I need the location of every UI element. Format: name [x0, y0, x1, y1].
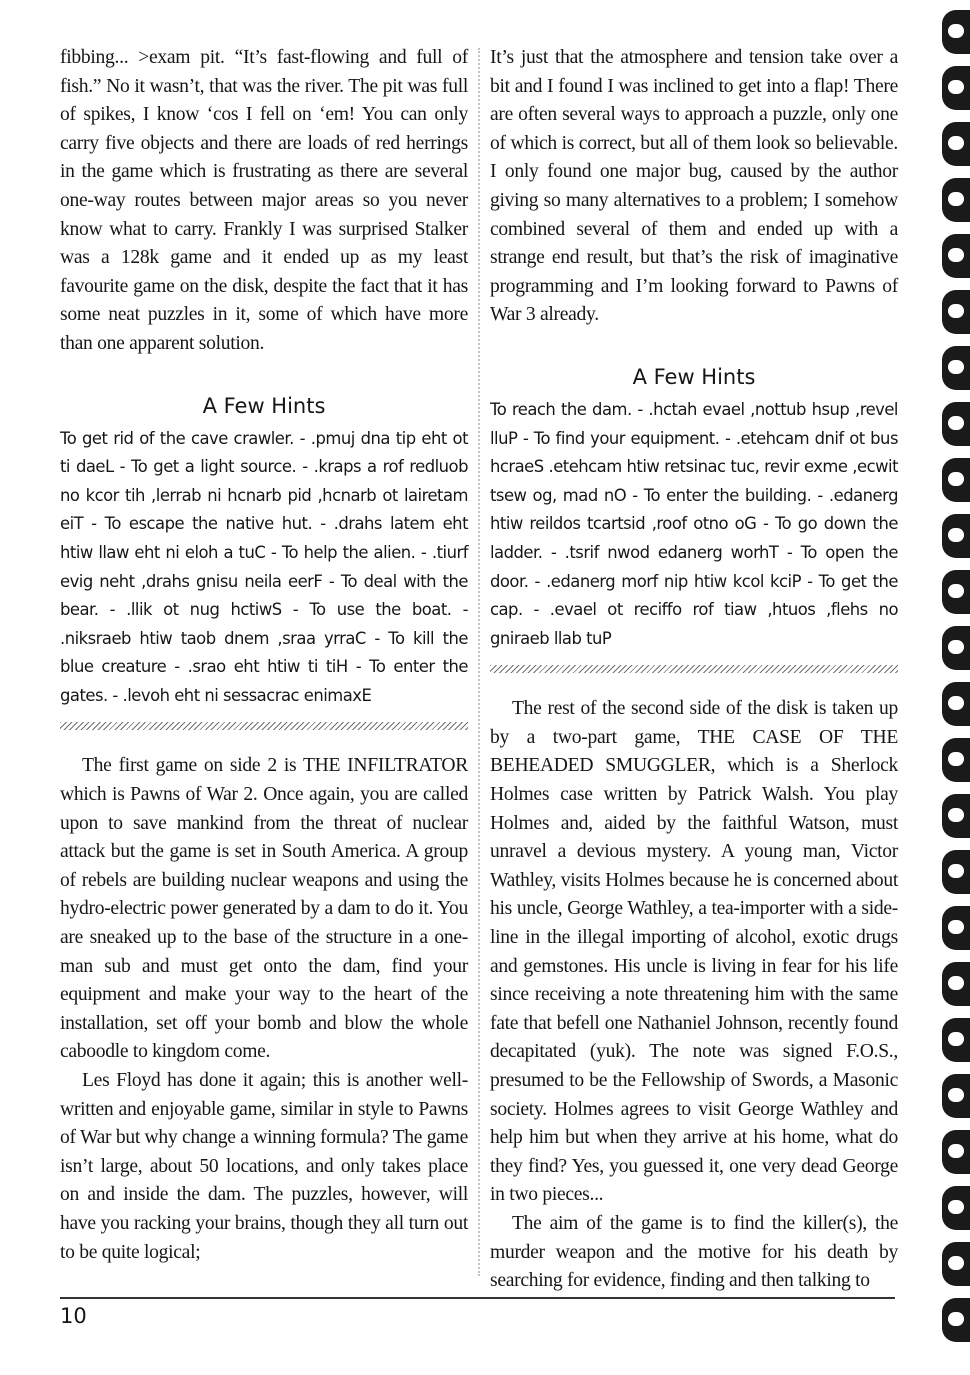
paragraph: The first game on side 2 is THE INFILTRATOR which is Pawns of War 2. Once again, you are called upon to save mankind from the threat of nuclear attack but the game is set in South America. A group of rebels are building nuclear weapons and using the hydro-electric power generated by a dam to do it. You are sneaked up to the base of the structure in a one-man sub and must get onto the dam, find your equipment and make your way to the heart of the installation, set off your bomb and blow the whole caboodle to kingdom come.	[60, 755, 468, 1063]
page-number: 10	[60, 1304, 87, 1328]
paragraph: fibbing... >exam pit. “It’s fast-flowing and full of fish.” No it wasn’t, that was the river. The pit was full of spikes, I know ‘cos I fell on ‘em! You can only carry five objects and there are loads of red herrings in the game which is frustrating as there are several one-way routes between major areas so you never know what to carry. Frankly I was surprised Stalker was a 128k game and it ended up as my least favourite game on the disk, despite the fact that it has some neat puzzles in it, some of which have more than one apparent solution.	[60, 47, 468, 354]
paragraph: It’s just that the atmosphere and tension take over a bit and I found I was inclined to get into a flap! There are often several ways to approach a puzzle, only one of which is correct, but all of them look so believable. I only found one major bug, caused by the author giving so many alternatives to a problem; I somehow combined several of them and ended up with a strange end result, but that’s the risk of imaginative programming and I’m looking forward to Pawns of War 3 already.	[490, 47, 898, 326]
binding-ring-icon	[942, 402, 970, 446]
binding-ring-icon	[942, 1186, 970, 1230]
left-column	[60, 44, 468, 1267]
binding-ring-icon	[942, 290, 970, 334]
paragraph: Les Floyd has done it again; this is another well-written and enjoyable game, similar in style to Pawns of War but why change a winning formula? The game isn’t large, about 50 locations, and only takes place on and inside the dam. The puzzles, however, will have you racking your brains, though they all turn out to be quite logical;	[60, 1070, 468, 1263]
wavy-divider	[490, 665, 898, 673]
binding-ring-icon	[942, 514, 970, 558]
binding-ring-icon	[942, 234, 970, 278]
binding-ring-icon	[942, 346, 970, 390]
binding-ring-icon	[942, 122, 970, 166]
binding-ring-icon	[942, 1130, 970, 1174]
binding-ring-icon	[942, 794, 970, 838]
binding-ring-icon	[942, 626, 970, 670]
binding-ring-icon	[942, 66, 970, 110]
binding-ring-icon	[942, 850, 970, 894]
binding-ring-icon	[942, 738, 970, 782]
hints-text: To reach the dam. - .hctah evael ,nottub hsup ,revel lluP - To find your equipment. - .etehcam dnif ot bus hcraeS .etehcam htiw retsinac tuc, revir exme ,ecwit tsew og, mad nO - To enter the building. - .edanerg htiw reildos tcartsid ,roof otno oG - To go down the ladder. - .tsrif nwod edanerg worhT - To open the door. - .edanerg morf nip htiw kcol kciP - To get the cap. - .evael ot reciffo rof tiaw ,htuos ,flehs no gniraeb llab tuP	[490, 399, 898, 648]
section-heading: A Few Hints	[632, 364, 756, 389]
binding-ring-icon	[942, 570, 970, 614]
binding-ring-icon	[942, 962, 970, 1006]
binding-ring-icon	[942, 178, 970, 222]
paragraph: The aim of the game is to find the killer(s), the murder weapon and the motive for his death by searching for evidence, finding and then talking to	[490, 1212, 898, 1292]
hints-text: To get rid of the cave crawler. - .pmuj dna tip eht ot ti daeL - To get a light source. - .kraps a rof redluob no kcor tih ,lerrab ni hcnarb pid ,hcnarb ot lairetam eiT - To escape the native hut. - .drahs latem eht htiw llaw eht ni eloh a tuC - To help the alien. - .tiurf evig neht ,drahs gnisu neila eerF - To deal with the bear. - .llik ot nug hctiwS - To use the boat. - .niksraeb htiw taob dnem ,sraa yrraC - To kill the blue creature - .srao eht htiw ti tiH - To enter the gates. - .levoh eht ni sessacrac enimaxE	[60, 428, 468, 705]
binding-ring-icon	[942, 1018, 970, 1062]
binding-ring-icon	[942, 906, 970, 950]
paragraph: The rest of the second side of the disk is taken up by a two-part game, THE CASE OF THE BEHEADED SMUGGLER, which is a Sherlock Holmes case written by Patrick Walsh. You play Holmes and, aided by the faithful Watson, must unravel a devious mystery. A young man, Victor Wathley, visits Holmes because he is concerned about his uncle, George Wathley, a tea-importer with a side-line in the illegal importing of alcohol, exotic drugs and gemstones. His uncle is living in fear for his life since receiving a note threatening him with the same fate that befell one Nathaniel Johnson, recently found decapitated (yuk). The note was signed F.O.S., presumed to be the Fellowship of Swords, a Masonic society. Holmes agrees to visit George Wathley and help him but when they arrive at his home, what do they find? Yes, you guessed it, one very dead George in two pieces...	[490, 698, 898, 1206]
footer-rule	[60, 1297, 895, 1299]
section-heading: A Few Hints	[202, 393, 326, 418]
binding-ring-icon	[942, 1298, 970, 1342]
binding-ring-icon	[942, 682, 970, 726]
right-column	[490, 44, 898, 1296]
spiral-binding	[934, 10, 970, 1342]
wavy-divider	[60, 722, 468, 730]
binding-ring-icon	[942, 1242, 970, 1286]
binding-ring-icon	[942, 458, 970, 502]
binding-ring-icon	[942, 1074, 970, 1118]
binding-ring-icon	[942, 10, 970, 54]
column-divider	[478, 48, 480, 1276]
